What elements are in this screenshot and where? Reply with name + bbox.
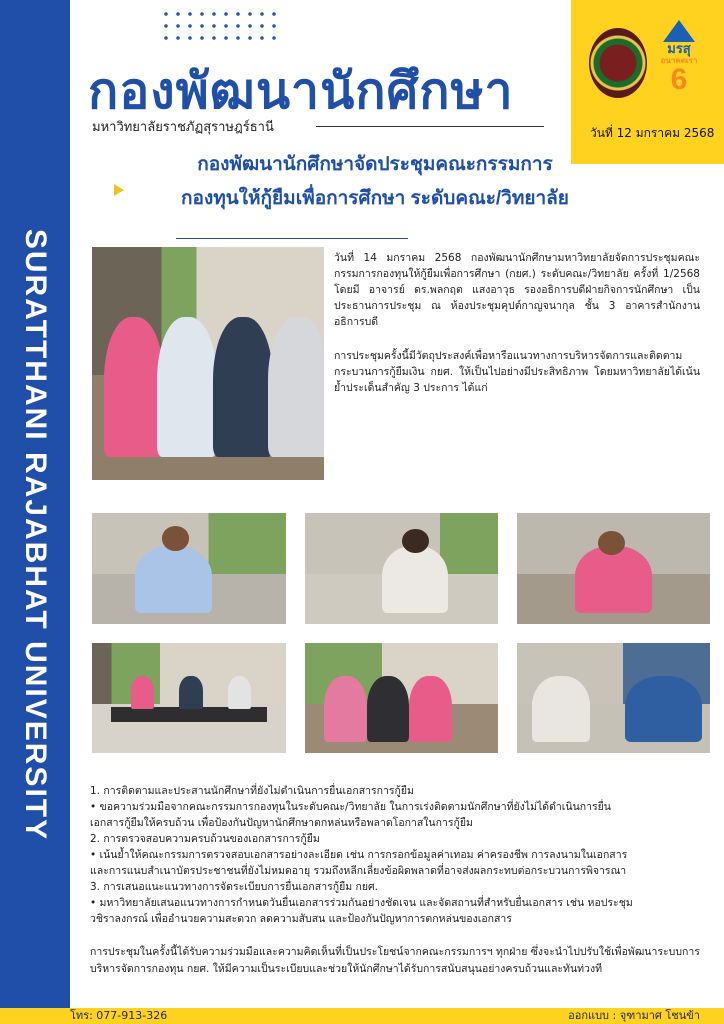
- photo-2: [305, 513, 498, 624]
- headline-divider: [176, 238, 408, 239]
- list-item: 3. การเสนอแนะแนวทางการจัดระเบียบการยื่นเอกสารกู้ยืม กยศ.: [90, 881, 379, 893]
- list-item: • มหาวิทยาลัยเสนอแนวทางการกำหนดวันยื่นเอกสารร่วมกันอย่างชัดเจน และจัดสถานที่สำหรับยื่นเอกสาร เช่น หอประชุม: [90, 897, 633, 909]
- page-title: กองพัฒนานักศึกษา: [88, 63, 514, 119]
- issue-date: วันที่ 12 มกราคม 2568: [590, 126, 715, 140]
- photo-4: [92, 643, 286, 753]
- list-item: • ขอความร่วมมือจากคณะกรรมการกองทุนในระดับคณะ/วิทยาลัย ในการเร่งติดตามนักศึกษาที่ยังไม่ได้ดำเนินการยื่น: [90, 801, 611, 813]
- header-divider: [316, 126, 544, 127]
- photo-6: [517, 643, 710, 753]
- university-subtitle: มหาวิทยาลัยราชภัฏสุราษฎร์ธานี: [92, 120, 274, 135]
- list-item: • เน้นย้ำให้คณะกรรมการตรวจสอบเอกสารอย่างละเอียด เช่น การกรอกข้อมูลค่าเทอม ค่าครองชีพ การลงนามในเอกสาร: [90, 849, 628, 861]
- list-item: และการแนบสำเนาบัตรประชาชนที่ยังไม่หมดอายุ รวมถึงหลีกเลี่ยงข้อผิดพลาดที่อาจส่งผลกระทบต่อกระบวนการพิจารณา: [90, 865, 627, 877]
- anniversary-logo: [654, 20, 704, 100]
- main-meeting-photo: [92, 247, 324, 480]
- key-points-list: [90, 783, 700, 927]
- intro-paragraph: วันที่ 14 มกราคม 2568 กองพัฒนานักศึกษามหาวิทยาลัยจัดการประชุมคณะกรรมการกองทุนให้กู้ยืมเพื่อการศึกษา (กยศ.) ระดับคณะ/วิทยาลัย ครั้งที่ 1/2568 โดยมี อาจารย์ ดร.พลกฤต แสงอาวุธ รองอธิการบดีฝ่ายกิจการนักศึกษา เป็นประธานการประชุม ณ ห้องประชุมคุปต์กาญจนากุล ชั้น 3 อาคารสำนักงานอธิการบดี: [334, 252, 700, 328]
- headline-line-1: กองพัฒนานักศึกษาจัดประชุมคณะกรรมการ: [197, 154, 553, 175]
- photo-1: [92, 513, 286, 624]
- logo-text2: อนาคตเรา: [660, 56, 698, 65]
- sidebar-band: [0, 0, 70, 1008]
- arrow-icon: [114, 184, 124, 196]
- list-item: 1. การติดตามและประสานนักศึกษาที่ยังไม่ดำเนินการยื่นเอกสารการกู้ยืม: [90, 785, 414, 797]
- crown-icon: [663, 20, 695, 42]
- decorative-dots: [160, 8, 280, 48]
- headline: [130, 148, 620, 216]
- photo-3: [517, 513, 710, 624]
- closing-paragraph: การประชุมในครั้งนี้ได้รับความร่วมมือและความคิดเห็นที่เป็นประโยชน์จากคณะกรรมการฯ ทุกฝ่าย ซึ่งจะนำไปปรับใช้เพื่อพัฒนาระบบการบริหารจัดการกองทุน กยศ. ให้มีความเป็นระเบียบและช่วยให้นักศึกษาได้รับการสนับสนุนอย่างครบถ้วนและทันท่วงที: [90, 946, 700, 975]
- photo-5: [305, 643, 498, 753]
- logo-number: 6: [670, 63, 688, 96]
- footer-designer: ออกแบบ : จุฑามาศ โชนข้า: [568, 1009, 700, 1022]
- list-item: 2. การตรวจสอบความครบถ้วนของเอกสารการกู้ยืม: [90, 833, 320, 845]
- purpose-paragraph: การประชุมครั้งนี้มีวัตถุประสงค์เพื่อหารือแนวทางการบริหารจัดการและติดตามกระบวนการกู้ยืมเงิน กยศ. ให้เป็นไปอย่างมีประสิทธิภาพ โดยมหาวิทยาลัยได้เน้นย้ำประเด็นสำคัญ 3 ประการ ได้แก่: [334, 350, 700, 394]
- sidebar-university-name: SURATTHANI RAJABHAT UNIVERSITY: [19, 228, 52, 842]
- footer-phone: โทร: 077-913-326: [70, 1009, 168, 1022]
- list-item: เอกสารกู้ยืมให้ครบถ้วน เพื่อป้องกันปัญหานักศึกษาตกหล่นหรือพลาดโอกาสในการกู้ยืม: [90, 817, 473, 829]
- headline-line-2: กองทุนให้กู้ยืมเพื่อการศึกษา ระดับคณะ/วิทยาลัย: [181, 188, 569, 209]
- logo-text: มรสุ: [667, 41, 691, 56]
- list-item: วชิราลงกรณ์ เพื่ออำนวยความสะดวก ลดความสับสน และป้องกันปัญหาการตกหล่นของเอกสาร: [90, 913, 512, 925]
- university-seal-icon: [589, 28, 647, 98]
